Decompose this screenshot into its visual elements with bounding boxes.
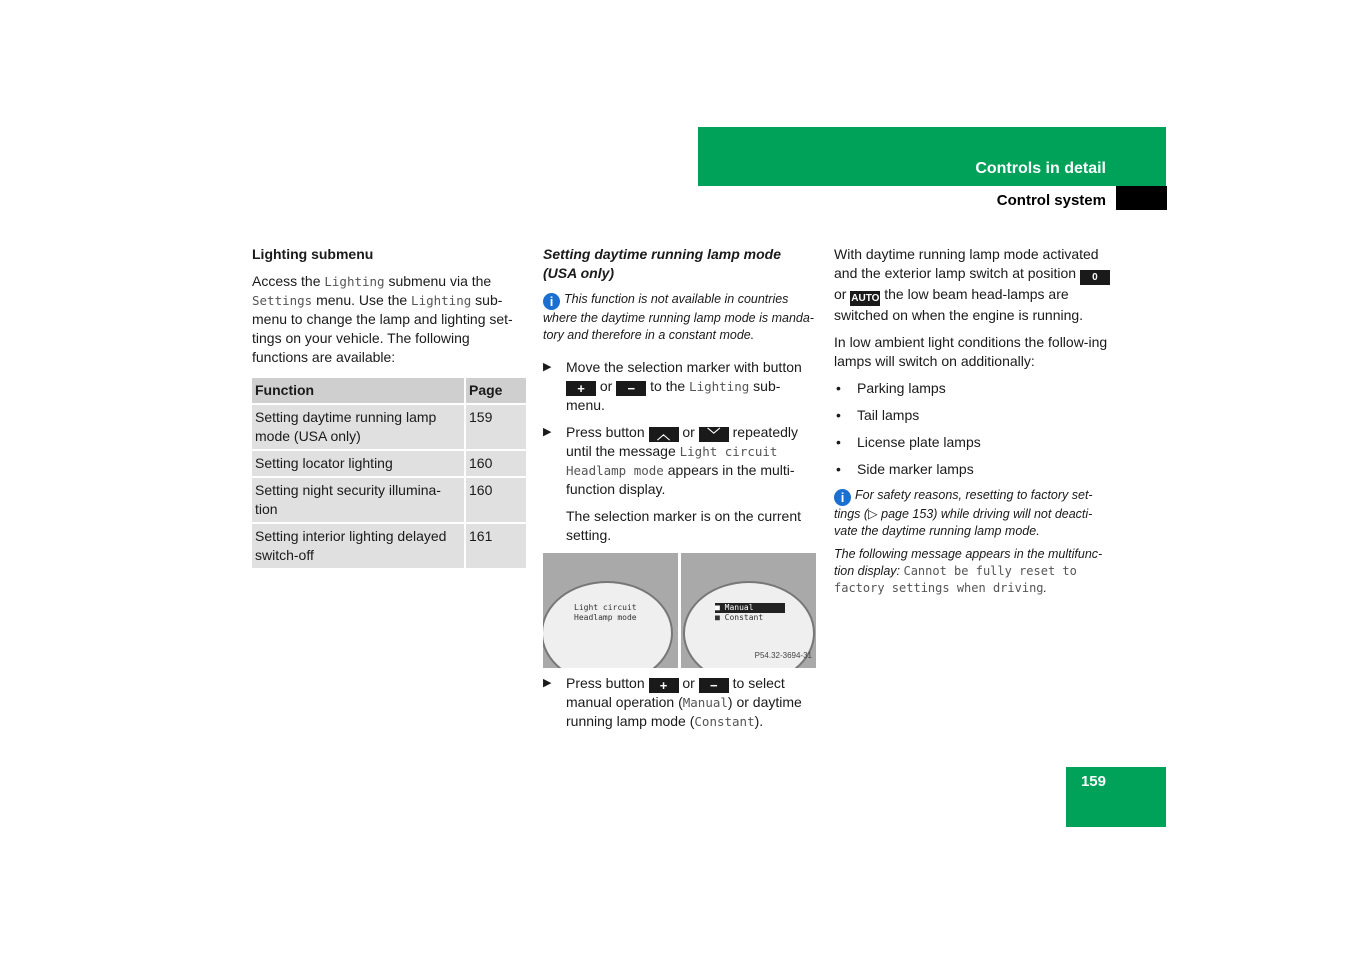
paragraph-text: or xyxy=(834,286,851,302)
paragraph-text: With daytime running lamp mode activated and the exterior lamp switch at position xyxy=(834,246,1099,281)
table-row xyxy=(252,523,526,569)
step-text: Press button xyxy=(566,675,649,691)
instruction-step xyxy=(543,423,817,499)
step-text: ) or daytime running lamp mode ( xyxy=(566,694,802,729)
plus-button-icon: + xyxy=(566,381,596,396)
display-option: Constant xyxy=(724,613,764,622)
step-text: repeatedly until the message xyxy=(566,424,799,459)
switch-position-auto-icon: AUTO xyxy=(851,293,880,304)
column-header-function: Function xyxy=(252,378,465,404)
page-cell: 160 xyxy=(465,477,526,523)
display-text: Lighting xyxy=(411,293,472,308)
minus-button-icon: − xyxy=(616,381,646,396)
intro-text: menu. Use the xyxy=(312,292,412,308)
column-header-page: Page xyxy=(465,378,526,404)
step-text: to select manual operation ( xyxy=(566,675,785,710)
step-text: appears in the multi-function display. xyxy=(566,462,795,497)
step-arrow-icon: ▶ xyxy=(543,677,552,689)
plus-button-icon: + xyxy=(649,678,679,693)
info-note xyxy=(834,487,1110,540)
instruction-step xyxy=(543,674,817,731)
list-item: • License plate lamps xyxy=(834,433,1110,452)
display-line: Headlamp mode xyxy=(574,613,637,622)
display-text: Cannot be fully reset to factory settings when driving xyxy=(834,564,1077,595)
intro-text: sub-menu to change the lamp and lighting set-tings on your vehicle. The following functions are available: xyxy=(252,292,513,365)
display-text: Manual xyxy=(682,695,728,710)
heading-lighting-submenu: Lighting submenu xyxy=(252,246,374,262)
switch-position-0-icon: 0 xyxy=(1080,270,1110,285)
message-note xyxy=(834,546,1110,597)
table-row xyxy=(252,450,526,477)
column-daytime-running-lamp xyxy=(543,245,817,739)
display-line: ■ Constant xyxy=(715,613,764,622)
info-note xyxy=(543,291,817,344)
display-line: Light circuit xyxy=(574,603,637,612)
step-text: or xyxy=(596,378,617,394)
list-item: • Tail lamps xyxy=(834,406,1110,425)
function-cell: Setting daytime running lamp mode (USA only) xyxy=(252,404,465,450)
up-button-icon: ︿ xyxy=(649,427,679,442)
step-text: or xyxy=(678,675,699,691)
display-text: Settings xyxy=(252,293,313,308)
function-cell: Setting night security illumina-tion xyxy=(252,477,465,523)
page-cell: 161 xyxy=(465,523,526,569)
step-text: or xyxy=(678,424,699,440)
intro-text: submenu via the xyxy=(384,273,492,289)
display-text: Lighting xyxy=(324,274,385,289)
step-text: ). xyxy=(754,713,764,729)
display-dial xyxy=(543,581,673,668)
column-low-beam-info xyxy=(834,245,1110,611)
info-text: The following message appears in the multifunc-tion display: xyxy=(834,547,1103,578)
info-icon: i xyxy=(834,489,851,506)
selection-note: The selection marker is on the current setting. xyxy=(566,508,801,543)
step-arrow-icon: ▶ xyxy=(543,361,552,373)
section-title: Controls in detail xyxy=(975,160,1106,177)
display-panel-left xyxy=(543,553,678,668)
intro-text: Access the xyxy=(252,273,325,289)
display-text: Constant xyxy=(694,714,755,729)
paragraph-text: the low beam head-lamps are switched on when the engine is running. xyxy=(834,286,1084,323)
display-text: Light circuit Headlamp mode xyxy=(566,444,778,478)
page-number: 159 xyxy=(1080,773,1106,790)
info-text: This function is not available in countries where the daytime running lamp mode is manda-tory and therefore in a constant mode. xyxy=(543,292,814,342)
header-tab-marker xyxy=(1116,186,1167,210)
function-cell: Setting interior lighting delayed switch-off xyxy=(252,523,465,569)
display-text: Lighting xyxy=(689,379,750,394)
heading-daytime-running-lamp: Setting daytime running lamp mode (USA only) xyxy=(543,246,782,281)
display-illustration xyxy=(543,553,816,668)
instruction-step xyxy=(543,358,817,415)
page-cell: 159 xyxy=(465,404,526,450)
table-row xyxy=(252,404,526,450)
display-panel-right xyxy=(681,553,816,668)
table-row xyxy=(252,477,526,523)
display-option: Manual xyxy=(724,603,754,612)
display-line-selected: ■ Manual xyxy=(715,603,785,613)
down-button-icon: ﹀ xyxy=(699,427,729,442)
step-text: Move the selection marker with button xyxy=(566,359,802,375)
column-lighting-submenu xyxy=(252,245,526,570)
list-item: • Parking lamps xyxy=(834,379,1110,398)
paragraph-ambient-light: In low ambient light conditions the follow-ing lamps will switch on additionally: xyxy=(834,334,1108,369)
step-text: sub-menu. xyxy=(566,378,781,413)
page-cell: 160 xyxy=(465,450,526,477)
subsection-title: Control system xyxy=(996,192,1106,209)
function-cell: Setting locator lighting xyxy=(252,450,465,477)
minus-button-icon: − xyxy=(699,678,729,693)
info-text: . xyxy=(1043,581,1047,595)
list-item: • Side marker lamps xyxy=(834,460,1110,479)
intro-paragraph xyxy=(252,272,526,367)
functions-table xyxy=(252,378,526,570)
info-icon: i xyxy=(543,293,560,310)
lamps-list xyxy=(834,379,1110,479)
step-arrow-icon: ▶ xyxy=(543,426,552,438)
paragraph-low-beam xyxy=(834,245,1110,325)
step-text: Press button xyxy=(566,424,649,440)
info-text: For safety reasons, resetting to factory set-tings (▷ page 153) while driving will not deacti-vate the daytime running lamp mode. xyxy=(834,488,1093,538)
table-header-row xyxy=(252,378,526,404)
figure-code: P54.32-3694-31 xyxy=(754,651,812,660)
step-text: to the xyxy=(646,378,690,394)
